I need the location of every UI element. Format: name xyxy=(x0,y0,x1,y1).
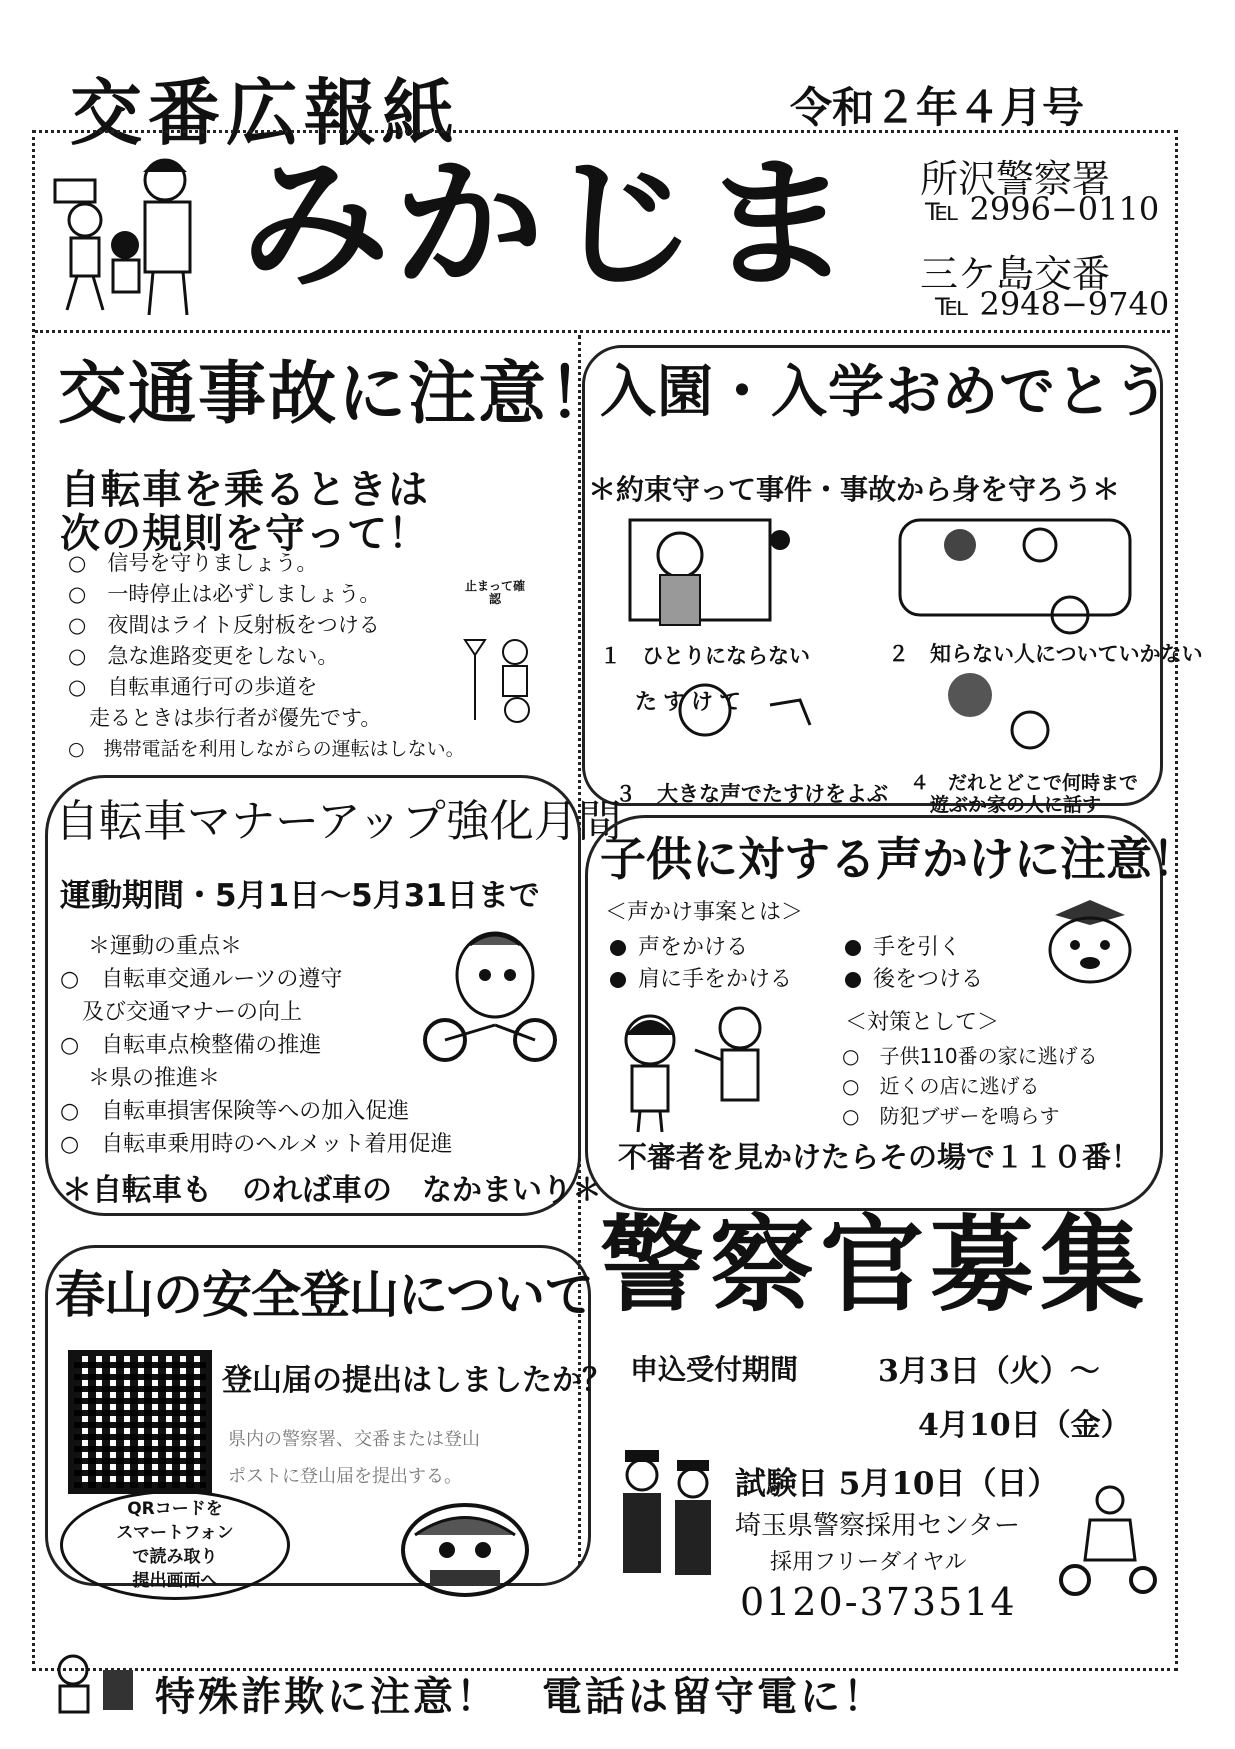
dial-number[interactable]: 0120-373514 xyxy=(740,1580,1017,1624)
traffic-rule: ○ 急な進路変更をしない。 xyxy=(68,644,339,668)
mascot-face-icon xyxy=(395,1495,535,1600)
masthead-illustration xyxy=(45,150,220,320)
police-dog-icon xyxy=(1035,895,1145,990)
cases-title: ＜声かけ事案とは＞ xyxy=(605,900,804,925)
koban-name: 三ケ島交番 xyxy=(920,252,1111,296)
bicycle-heading: 自転車マナーアップ強化月間 xyxy=(55,796,622,847)
koban-tel: ℡ 2948−9740 xyxy=(935,285,1170,323)
qr-note-line: 提出画面へ xyxy=(132,1571,218,1591)
recruit-center: 埼玉県警察採用センター xyxy=(735,1511,1020,1541)
school-subheading: ＊約束守って事件・事故から身を守ろう＊ xyxy=(588,473,1121,506)
masthead-title: みかじま xyxy=(240,142,857,308)
case-2: 手を引く xyxy=(845,930,961,961)
measure-3: ○ 防犯ブザーを鳴らす xyxy=(842,1104,1060,1128)
footer-phone-illustration xyxy=(48,1650,143,1715)
bullet-icon xyxy=(610,940,626,956)
bicycle-slogan: ＊自転車も のれば車の なかまいり＊ xyxy=(62,1173,602,1208)
traffic-rule: 走るときは歩行者が優先です。 xyxy=(68,706,382,730)
bicycle-period: 運動期間・5月1日〜5月31日まで xyxy=(60,878,540,914)
officers-illustration xyxy=(605,1445,730,1580)
qr-note-line: QRコードを xyxy=(127,1499,223,1519)
exam-date: 試験日 5月10日（日） xyxy=(735,1466,1059,1502)
police-motorcycle-icon xyxy=(1055,1480,1160,1600)
traffic-subheading-2: 次の規則を守って！ xyxy=(60,511,429,557)
bullet-icon xyxy=(845,940,861,956)
station-tel: ℡ 2996−0110 xyxy=(925,190,1160,228)
qr-note-bubble xyxy=(60,1490,290,1600)
traffic-rule: ○ 携帯電話を利用しながらの運転はしない。 xyxy=(68,738,465,760)
school-heading: 入園・入学おめでとう xyxy=(600,360,1170,425)
bicycle-line: ○ 自転車点検整備の推進 xyxy=(60,1033,322,1058)
mountain-text-2: ポストに登山届を提出する。 xyxy=(228,1466,462,1487)
measure-1: ○ 子供110番の家に逃げる xyxy=(842,1044,1098,1068)
school-item-4-cont: 遊ぶか家の人に話す xyxy=(930,794,1102,816)
traffic-heading: 交通事故に注意！ xyxy=(58,355,619,434)
mountain-mascot xyxy=(395,1495,535,1600)
bicycle-line: ○ 自転車損害保険等への加入促進 xyxy=(60,1099,410,1124)
bicycle-line: ＊運動の重点＊ xyxy=(88,934,243,959)
traffic-subheading-1: 自転車を乗るときは xyxy=(60,467,429,513)
girl-and-man-icon xyxy=(610,1000,800,1135)
bicycle-line: ○ 自転車交通ルーツの遵守 xyxy=(60,967,343,992)
dial-label: 採用フリーダイヤル xyxy=(770,1550,967,1575)
issue-date: 令和２年４月号 xyxy=(790,83,1085,132)
mountain-question: 登山届の提出はしましたか？ xyxy=(222,1363,612,1398)
phone-person-icon xyxy=(48,1650,143,1715)
bicycle-line: ○ 自転車乗用時のヘルメット着用促進 xyxy=(60,1132,453,1157)
recruit-period-label: 申込受付期間 xyxy=(630,1353,799,1386)
stop-sign-text: 止まって確認 xyxy=(465,579,526,606)
school-item-4: ４ だれとどこで何時まで xyxy=(910,772,1139,794)
case-4: 後をつける xyxy=(845,962,983,993)
children-illustration xyxy=(610,1000,800,1135)
qr-note-line: で読み取り xyxy=(132,1547,218,1567)
stop-sign-illustration xyxy=(445,580,555,730)
recruit-period-1: 3月3日（火）〜 xyxy=(878,1354,1100,1389)
recruit-heading: 警察官募集 xyxy=(600,1204,1151,1326)
school-item-3: ３ 大きな声でたすけをよぶ xyxy=(615,782,888,806)
school-item-2: ２ 知らない人についていかない xyxy=(888,642,1203,666)
measure-2: ○ 近くの店に逃げる xyxy=(842,1074,1040,1098)
bicycle-mascot xyxy=(420,925,560,1065)
traffic-rule: ○ 夜間はライト反射板をつける xyxy=(68,613,380,637)
bicycle-lines xyxy=(60,930,453,1161)
qr-note-line: スマートフォン xyxy=(116,1523,234,1543)
children-footer: 不審者を見かけたらその場で１１０番！ xyxy=(618,1140,1141,1174)
masthead-divider xyxy=(35,330,1170,333)
mascot-bicycle-icon xyxy=(420,925,560,1065)
bullet-icon xyxy=(610,972,626,988)
traffic-rule: ○ 信号を守りましょう。 xyxy=(68,551,318,575)
traffic-rule: ○ 一時停止は必ずしましょう。 xyxy=(68,582,381,606)
school-bubble: たすけて xyxy=(635,690,748,715)
motorcycle-illustration xyxy=(1055,1480,1160,1600)
measures-title: ＜対策として＞ xyxy=(845,1010,1000,1035)
police-dog-mascot xyxy=(1035,895,1145,990)
recruit-period-2: 4月10日（金） xyxy=(918,1408,1131,1443)
mountain-heading: 春山の安全登山について xyxy=(55,1266,593,1324)
police-officers-icon xyxy=(605,1445,730,1580)
case-1: 声をかける xyxy=(610,930,748,961)
mountain-text-1: 県内の警察署、交番または登山 xyxy=(228,1429,480,1450)
newsletter-title: 交番広報紙 xyxy=(70,71,461,155)
case-3: 肩に手をかける xyxy=(610,962,792,993)
traffic-rule: ○ 自転車通行可の歩道を xyxy=(68,675,318,699)
qr-code[interactable] xyxy=(68,1350,212,1494)
bullet-icon xyxy=(845,972,861,988)
footer-warning: 特殊詐欺に注意！ 電話は留守電に！ xyxy=(155,1674,886,1720)
school-item-1: １ ひとりにならない xyxy=(600,644,810,668)
bicycle-line: ＊県の推進＊ xyxy=(88,1066,221,1091)
station-name: 所沢警察署 xyxy=(920,157,1111,201)
police-children-icon xyxy=(45,150,220,320)
children-heading: 子供に対する声かけに注意！ xyxy=(600,832,1198,886)
bicycle-line: 及び交通マナーの向上 xyxy=(60,1000,303,1025)
